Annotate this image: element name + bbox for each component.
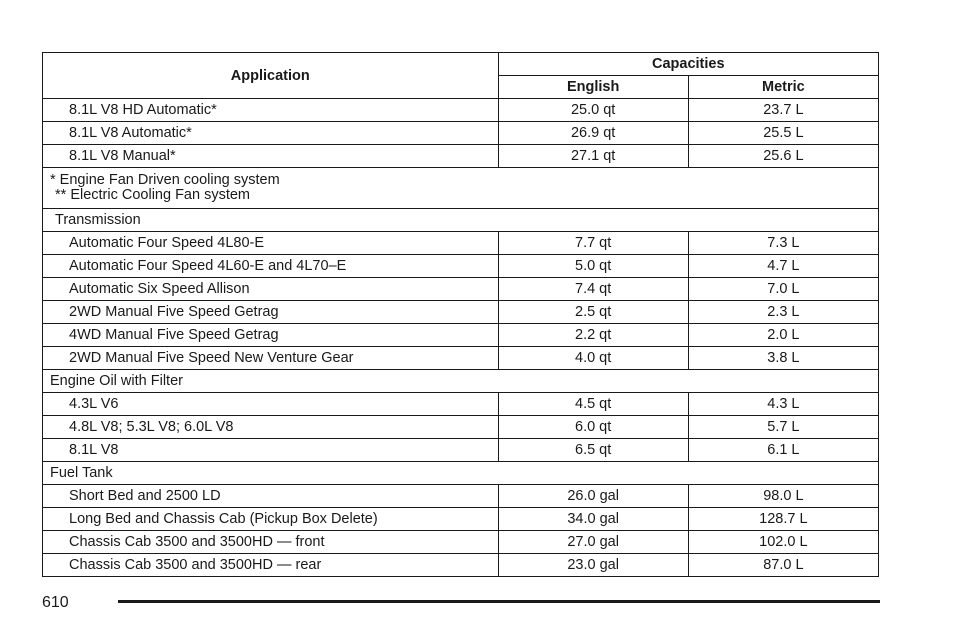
row-label: 8.1L V8 Manual* — [43, 145, 499, 168]
metric-value: 7.3 L — [688, 232, 878, 255]
row-label: 4WD Manual Five Speed Getrag — [43, 324, 499, 347]
row-label: Automatic Four Speed 4L60-E and 4L70–E — [43, 255, 499, 278]
metric-value: 6.1 L — [688, 439, 878, 462]
section-title-fuel-tank: Fuel Tank — [43, 462, 879, 485]
english-value: 7.7 qt — [498, 232, 688, 255]
table-row — [43, 416, 879, 439]
section-row-fuel-tank — [43, 462, 879, 485]
footnote-engine-fan: * Engine Fan Driven cooling system — [50, 172, 280, 188]
capacities-table — [42, 52, 879, 577]
english-value: 23.0 gal — [498, 554, 688, 577]
footnote-electric-fan: ** Electric Cooling Fan system — [55, 187, 251, 203]
row-label: 4.8L V8; 5.3L V8; 6.0L V8 — [43, 416, 499, 439]
english-value: 4.5 qt — [498, 393, 688, 416]
english-value: 26.9 qt — [498, 122, 688, 145]
metric-value: 87.0 L — [688, 554, 878, 577]
row-label: 2WD Manual Five Speed Getrag — [43, 301, 499, 324]
capacities-header: Capacities — [498, 53, 878, 76]
english-value: 4.0 qt — [498, 347, 688, 370]
section-row-engine-oil — [43, 370, 879, 393]
footnote-cell — [43, 168, 879, 209]
metric-value: 128.7 L — [688, 508, 878, 531]
english-value: 2.2 qt — [498, 324, 688, 347]
row-label: 8.1L V8 HD Automatic* — [43, 99, 499, 122]
english-value: 7.4 qt — [498, 278, 688, 301]
metric-value: 98.0 L — [688, 485, 878, 508]
metric-value: 2.3 L — [688, 301, 878, 324]
table-row — [43, 99, 879, 122]
row-label: Short Bed and 2500 LD — [43, 485, 499, 508]
metric-value: 23.7 L — [688, 99, 878, 122]
english-value: 27.1 qt — [498, 145, 688, 168]
metric-value: 25.6 L — [688, 145, 878, 168]
row-label: Automatic Four Speed 4L80-E — [43, 232, 499, 255]
english-value: 25.0 qt — [498, 99, 688, 122]
row-label: 4.3L V6 — [43, 393, 499, 416]
row-label: Chassis Cab 3500 and 3500HD — front — [43, 531, 499, 554]
metric-header: Metric — [688, 76, 878, 99]
metric-value: 102.0 L — [688, 531, 878, 554]
section-title-engine-oil: Engine Oil with Filter — [43, 370, 879, 393]
english-value: 34.0 gal — [498, 508, 688, 531]
row-label: Chassis Cab 3500 and 3500HD — rear — [43, 554, 499, 577]
row-label: 8.1L V8 Automatic* — [43, 122, 499, 145]
english-value: 6.0 qt — [498, 416, 688, 439]
metric-value: 25.5 L — [688, 122, 878, 145]
table-row — [43, 554, 879, 577]
section-row-transmission — [43, 209, 879, 232]
table-row — [43, 393, 879, 416]
english-header: English — [498, 76, 688, 99]
table-row — [43, 324, 879, 347]
english-value: 6.5 qt — [498, 439, 688, 462]
row-label: Long Bed and Chassis Cab (Pickup Box Delete) — [43, 508, 499, 531]
row-label: 2WD Manual Five Speed New Venture Gear — [43, 347, 499, 370]
metric-value: 2.0 L — [688, 324, 878, 347]
row-label: Automatic Six Speed Allison — [43, 278, 499, 301]
metric-value: 3.8 L — [688, 347, 878, 370]
metric-value: 5.7 L — [688, 416, 878, 439]
english-value: 26.0 gal — [498, 485, 688, 508]
table-row — [43, 439, 879, 462]
table-row — [43, 347, 879, 370]
application-header: Application — [43, 53, 499, 99]
section-title-transmission: Transmission — [43, 209, 879, 232]
table-row — [43, 122, 879, 145]
table-row — [43, 232, 879, 255]
english-value: 2.5 qt — [498, 301, 688, 324]
table-row — [43, 278, 879, 301]
table-row — [43, 301, 879, 324]
table-row — [43, 485, 879, 508]
table-row — [43, 531, 879, 554]
page-number: 610 — [42, 594, 69, 611]
row-label: 8.1L V8 — [43, 439, 499, 462]
metric-value: 4.7 L — [688, 255, 878, 278]
english-value: 5.0 qt — [498, 255, 688, 278]
footnote-row — [43, 168, 879, 209]
english-value: 27.0 gal — [498, 531, 688, 554]
table-row — [43, 255, 879, 278]
footer-rule — [118, 600, 880, 603]
metric-value: 4.3 L — [688, 393, 878, 416]
table-row — [43, 145, 879, 168]
table-row — [43, 508, 879, 531]
metric-value: 7.0 L — [688, 278, 878, 301]
